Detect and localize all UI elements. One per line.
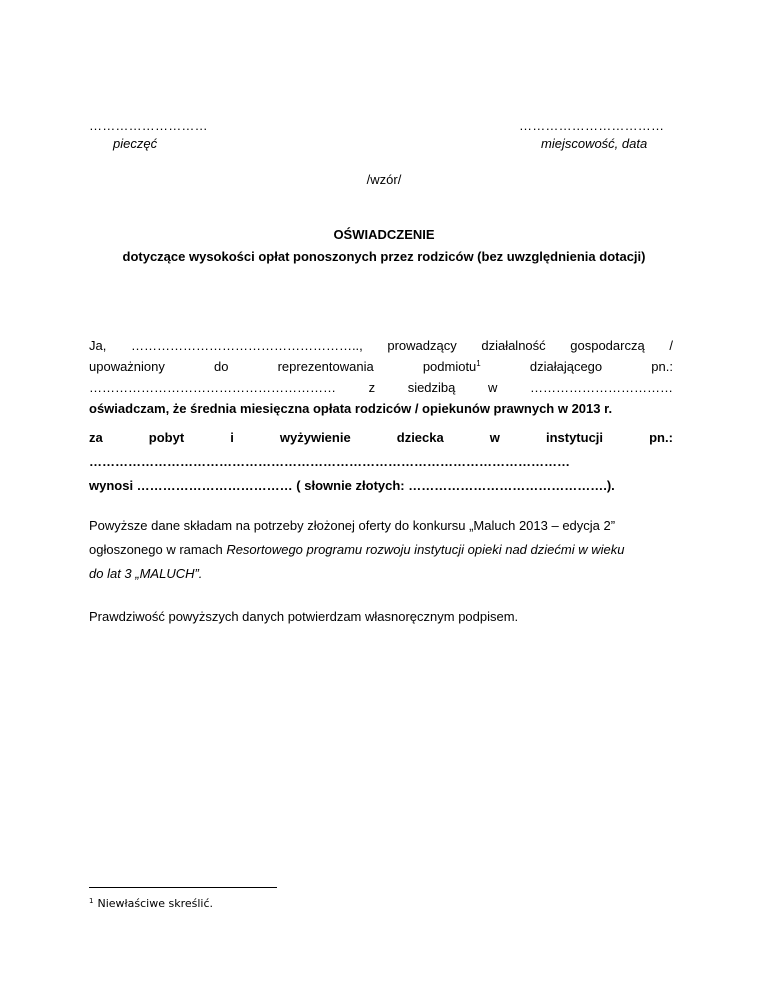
document-title: OŚWIADCZENIE [333,227,435,242]
word: / [669,338,673,353]
word: instytucji [545,430,604,445]
declaration-amount-line: wynosi ……………………………… ( słownie złotych: ……………………………………….). [89,478,615,493]
footnote [89,897,213,910]
word: i [230,430,234,445]
stamp-dotted-line: ……………………… [89,118,208,133]
declaration-line-2 [89,359,673,374]
word: gospodarczą [570,338,645,353]
word: upoważniony [89,359,165,374]
word: w [489,430,500,445]
entity-dotted-line: ………………………………………………… [89,380,336,395]
word: wyżywienie [279,430,351,445]
word: prowadzący [387,338,457,353]
word: działającego [529,359,603,374]
place-date-dotted-line: …………………………… [519,118,665,133]
word: reprezentowania [277,359,374,374]
certification-text: Prawdziwość powyższych danych potwierdzam własnoręcznym podpisem. [89,609,519,624]
footnote-text: Niewłaściwe skreślić. [97,897,214,910]
word: podmiotu [422,359,477,374]
name-dotted-line: …………………………………………….., [130,338,363,353]
word: do [214,359,229,374]
word: w [487,380,498,395]
word-with-footnote [423,359,481,374]
declaration-line-4: oświadczam, że średnia miesięczna opłata rodziców / opiekunów prawnych w 2013 r. [89,401,613,416]
seat-dotted-line: …………………………… [529,380,673,395]
word: siedzibą [407,380,456,395]
word: dziecka [396,430,444,445]
word: działalność [481,338,546,353]
footnote-mark: 1 [89,897,94,905]
purpose-line-2 [89,542,624,557]
purpose-line-1: Powyższe dane składam na potrzeby złożonej oferty do konkursu „Maluch 2013 – edycja 2” [89,518,616,533]
stamp-label: pieczęć [113,136,158,151]
word: za [89,430,103,445]
institution-dotted-line: ………………………………………………………………………………………………… [89,454,570,469]
program-name: Resortowego programu rozwoju instytucji opieki nad dziećmi w wieku [226,542,625,557]
text: ogłoszonego w ramach [89,542,227,557]
word: pn.: [651,359,673,374]
declaration-line-1 [89,338,673,353]
place-date-label: miejscowość, data [541,136,648,151]
template-mark: /wzór/ [366,172,402,187]
purpose-line-3: do lat 3 „MALUCH”. [89,566,203,581]
word: pobyt [148,430,185,445]
document-subtitle: dotyczące wysokości opłat ponoszonych przez rodziców (bez uwzględnienia dotacji) [122,249,646,264]
footnote-separator [89,887,277,888]
declaration-line-3 [89,380,673,395]
declaration-line-5 [89,430,673,445]
word: Ja, [89,338,107,353]
word: z [368,380,376,395]
word: pn.: [649,430,673,445]
footnote-ref: 1 [476,359,481,368]
